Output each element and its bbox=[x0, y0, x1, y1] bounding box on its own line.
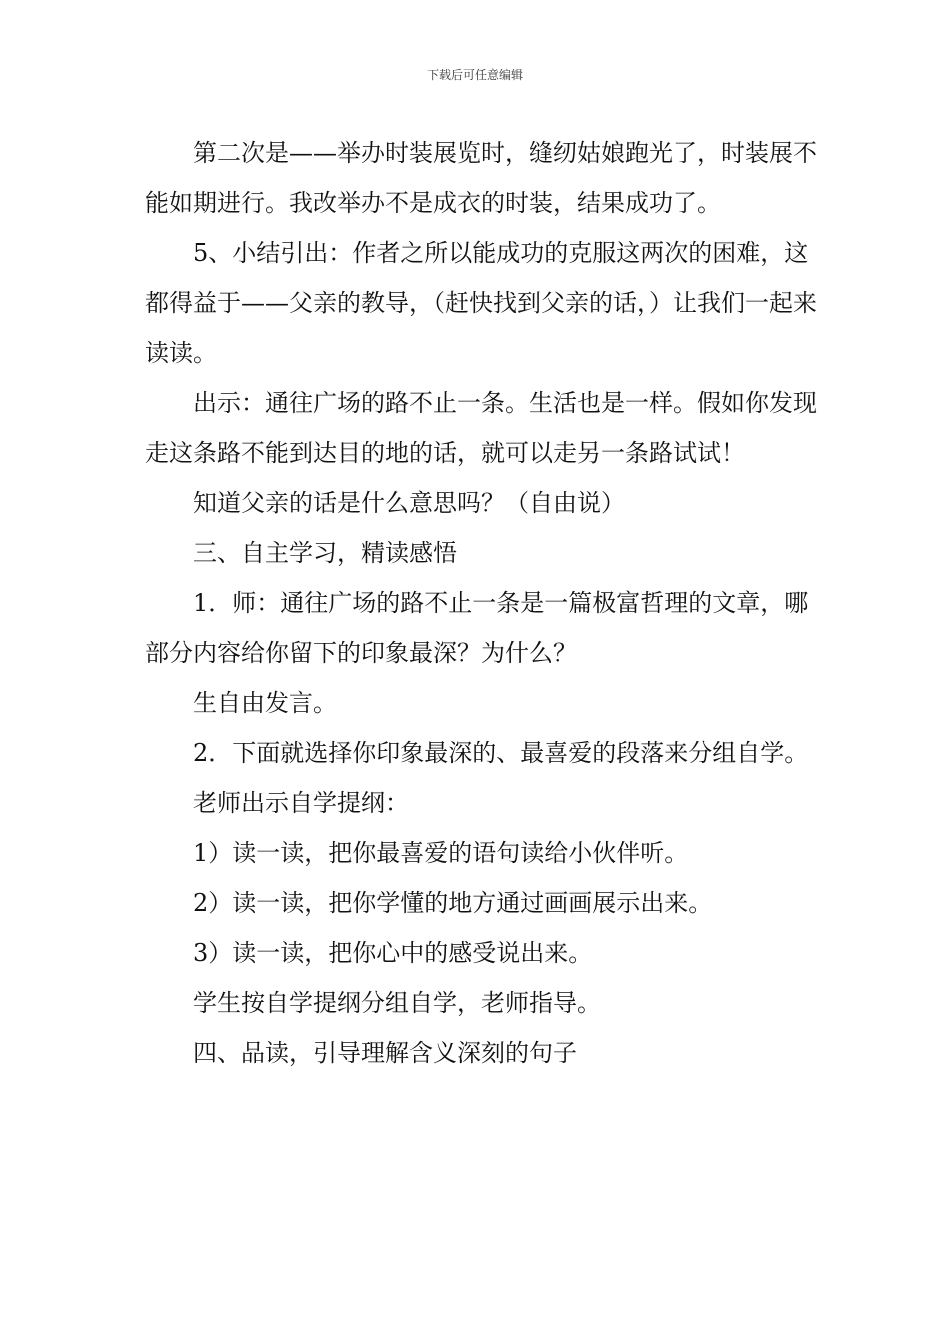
paragraph-9: 学生按自学提纲分组自学，老师指导。 bbox=[193, 989, 601, 1017]
list-item-3: 3）读一读，把你心中的感受说出来。 bbox=[193, 939, 593, 967]
page-header-note: 下载后可任意编辑 bbox=[426, 68, 523, 82]
list-item-2: 2）读一读，把你学懂的地方通过画画展示出来。 bbox=[193, 889, 713, 917]
document-body bbox=[145, 128, 825, 1078]
paragraph-1: 第二次是——举办时装展览时，缝纫姑娘跑光了，时装展不能如期进行。我改举办不是成衣的时装，结果成功了。 bbox=[145, 139, 817, 217]
paragraph-7: 2．下面就选择你印象最深的、最喜爱的段落来分组自学。 bbox=[193, 739, 809, 767]
paragraph-2: 5、小结引出：作者之所以能成功的克服这两次的困难，这都得益于——父亲的教导，（赶快找到父亲的话，）让我们一起来读读。 bbox=[145, 239, 817, 367]
list-item-1: 1）读一读，把你最喜爱的语句读给小伙伴听。 bbox=[193, 839, 689, 867]
section-heading-4: 四、品读，引导理解含义深刻的句子 bbox=[193, 1039, 577, 1067]
paragraph-6: 生自由发言。 bbox=[193, 689, 337, 717]
paragraph-4: 知道父亲的话是什么意思吗？（自由说） bbox=[193, 489, 625, 517]
paragraph-8: 老师出示自学提纲： bbox=[193, 789, 409, 817]
section-heading-3: 三、自主学习，精读感悟 bbox=[193, 539, 457, 567]
paragraph-5: 1．师：通往广场的路不止一条是一篇极富哲理的文章，哪部分内容给你留下的印象最深？为什么？ bbox=[145, 589, 809, 667]
paragraph-3: 出示：通往广场的路不止一条。生活也是一样。假如你发现走这条路不能到达目的地的话，就可以走另一条路试试！ bbox=[145, 389, 817, 467]
